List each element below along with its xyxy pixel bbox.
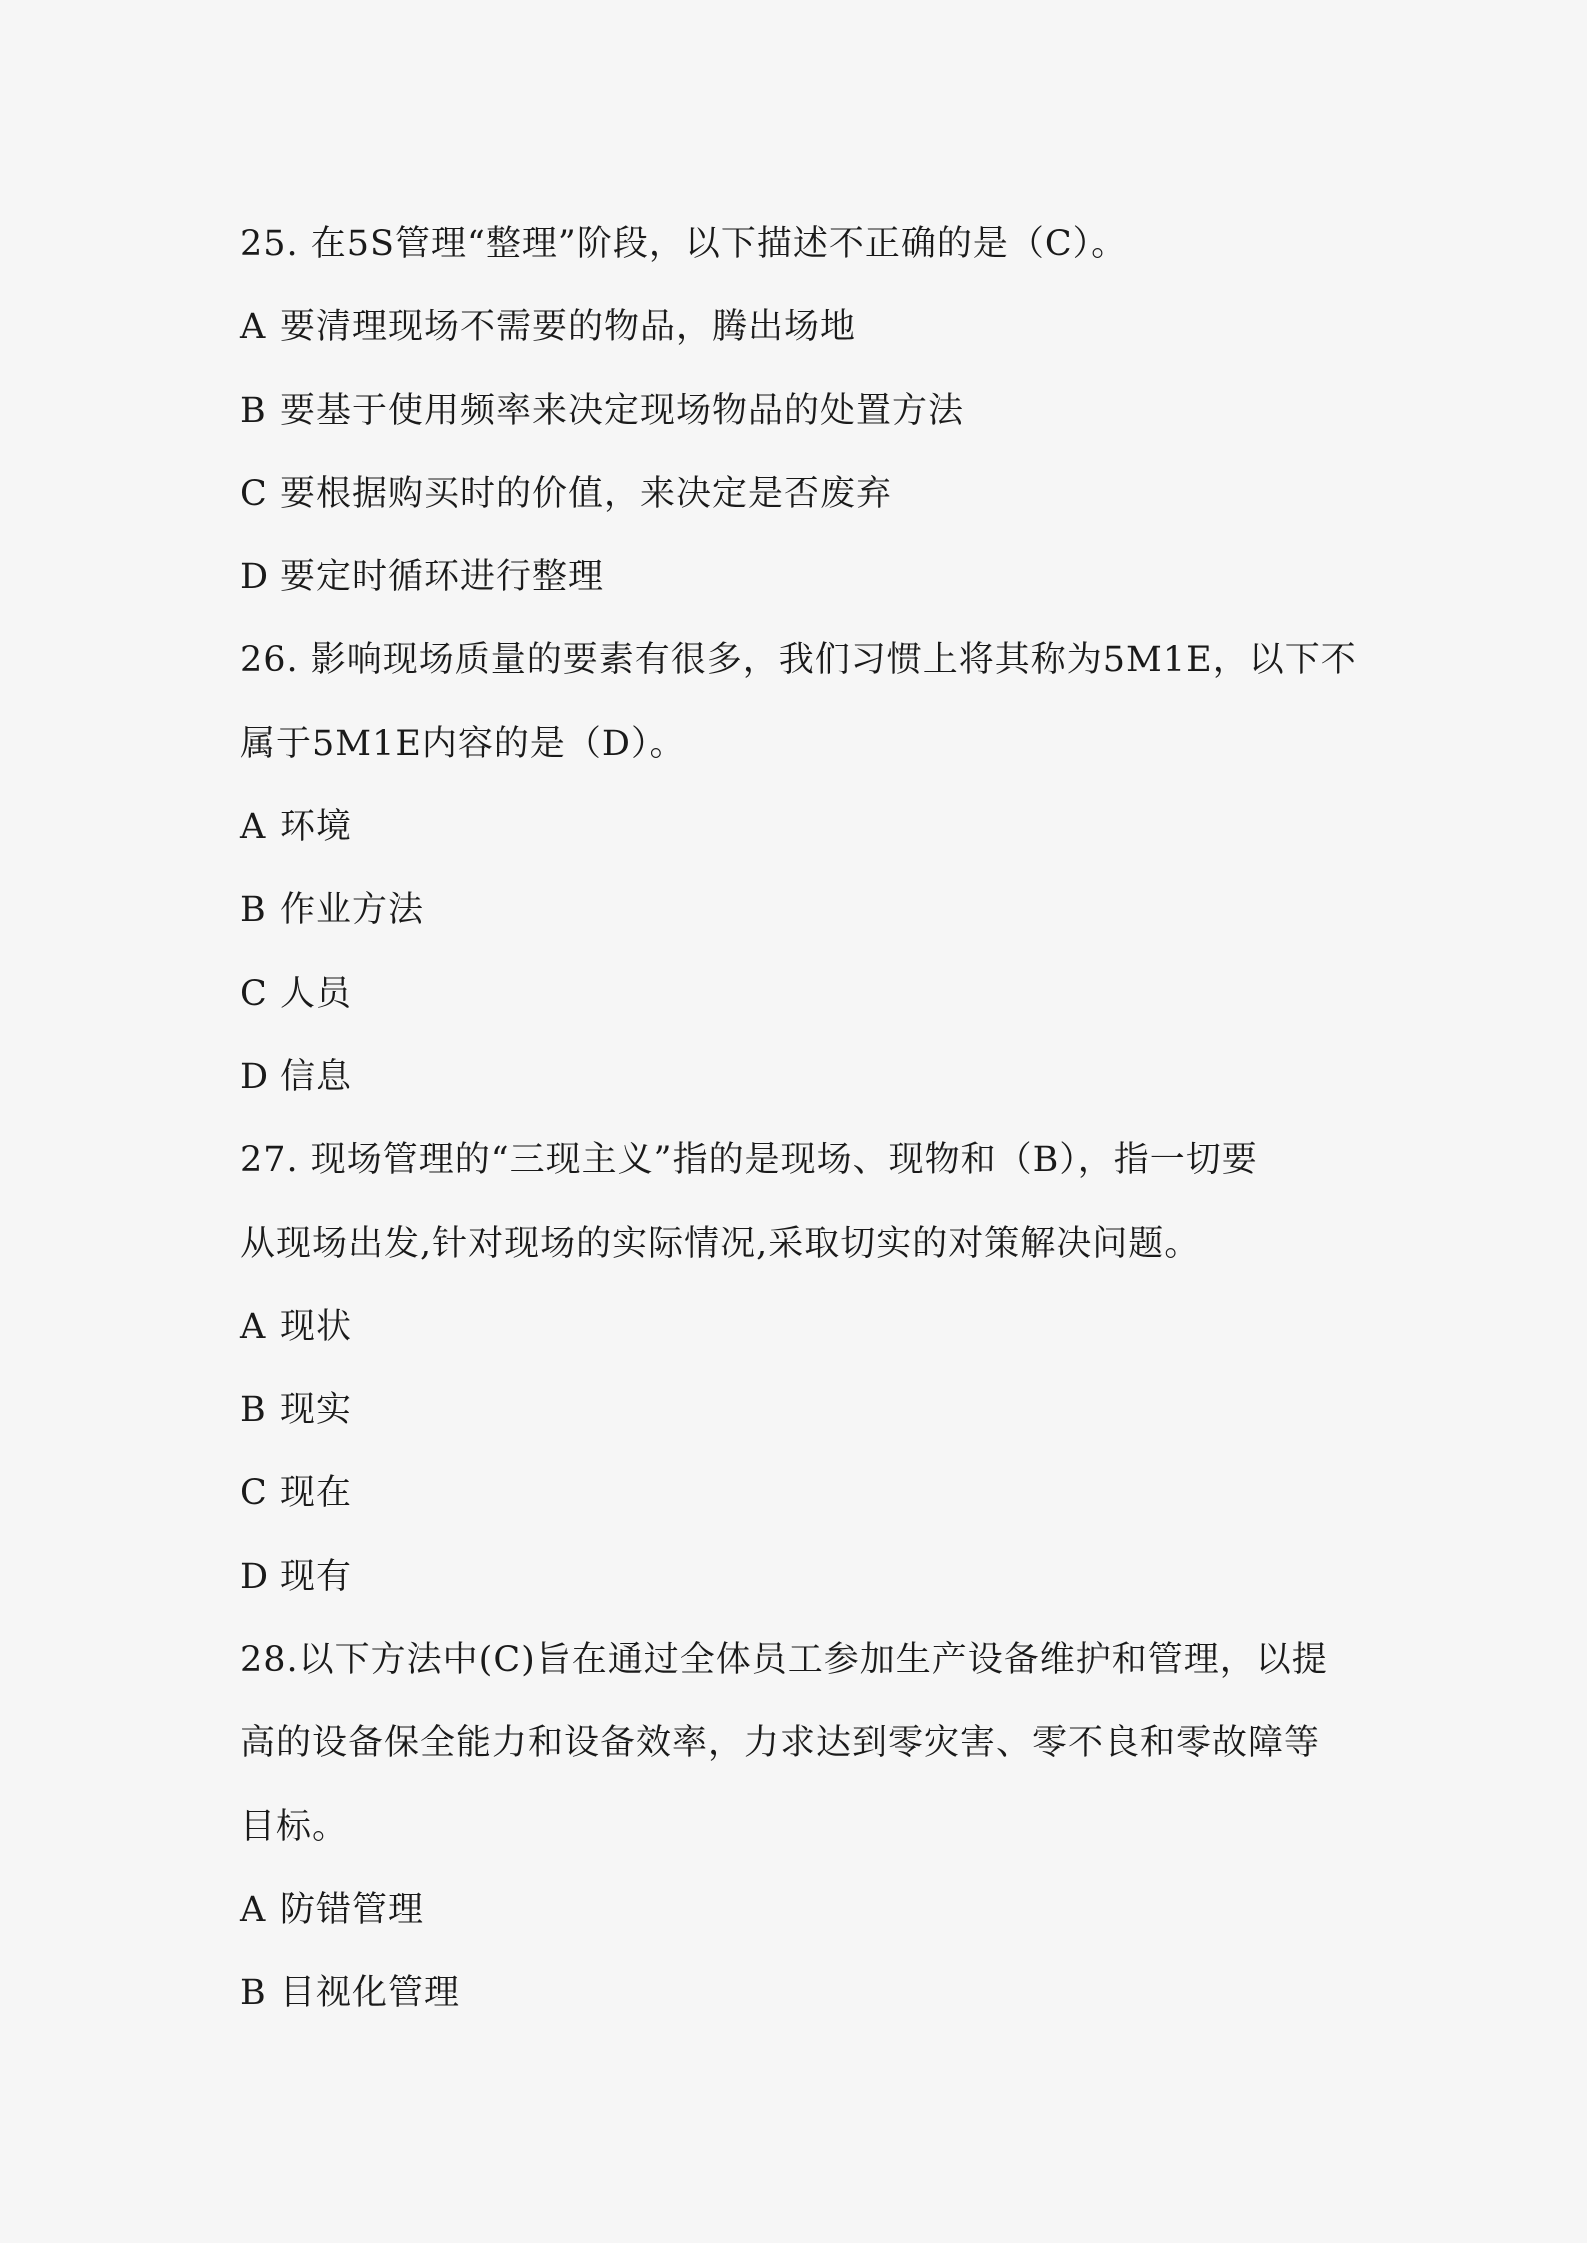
option-text: 现在 xyxy=(280,1473,353,1514)
question-28-option-a xyxy=(240,1869,1350,1952)
question-25-option-a xyxy=(240,286,1350,369)
option-text: 现状 xyxy=(280,1306,353,1347)
option-text: 人员 xyxy=(280,973,353,1014)
question-26-option-b xyxy=(240,869,1350,952)
option-letter: B xyxy=(240,1973,267,2014)
question-28-text-line-1: 28.以下方法中(C)旨在通过全体员工参加生产设备维护和管理，以提 xyxy=(240,1640,1328,1681)
option-letter: B xyxy=(240,1390,267,1431)
question-27-option-c xyxy=(240,1452,1350,1535)
option-letter: A xyxy=(240,807,267,848)
option-text: 要定时循环进行整理 xyxy=(280,557,605,598)
option-letter: C xyxy=(240,473,268,514)
option-text: 现实 xyxy=(280,1390,353,1431)
question-27-text-line-2: 从现场出发,针对现场的实际情况,采取切实的对策解决问题。 xyxy=(240,1223,1201,1264)
question-26-text-line-2: 属于5M1E内容的是（D）。 xyxy=(240,723,686,764)
question-27-option-b xyxy=(240,1369,1350,1452)
question-25-option-b xyxy=(240,370,1350,453)
option-letter: C xyxy=(240,973,268,1014)
option-text: 要基于使用频率来决定现场物品的处置方法 xyxy=(280,390,965,431)
option-text: 环境 xyxy=(280,807,353,848)
option-letter: D xyxy=(240,557,270,598)
document-page xyxy=(240,203,1357,2036)
question-27-option-a xyxy=(240,1286,1350,1369)
question-26-option-c xyxy=(240,953,1350,1036)
option-text: 作业方法 xyxy=(280,890,425,931)
option-letter: C xyxy=(240,1473,268,1514)
question-26-option-a xyxy=(240,786,1350,869)
question-27-option-d xyxy=(240,1536,1350,1619)
question-28-text-line-2: 高的设备保全能力和设备效率，力求达到零灾害、零不良和零故障等 xyxy=(240,1723,1321,1764)
option-letter: A xyxy=(240,307,267,348)
option-text: 要根据购买时的价值，来决定是否废弃 xyxy=(280,473,893,514)
option-text: 目视化管理 xyxy=(280,1973,461,2014)
option-letter: D xyxy=(240,1556,270,1597)
option-text: 信息 xyxy=(280,1056,353,1097)
question-27-text-line-1: 27. 现场管理的“三现主义”指的是现场、现物和（B），指一切要 xyxy=(240,1140,1258,1181)
option-letter: B xyxy=(240,390,267,431)
option-letter: D xyxy=(240,1056,270,1097)
question-28-option-b xyxy=(240,1952,1350,2035)
question-25-option-c xyxy=(240,453,1350,536)
question-28-text-line-3: 目标。 xyxy=(240,1806,349,1847)
option-letter: B xyxy=(240,890,267,931)
question-25-text: 25. 在5S管理“整理”阶段，以下描述不正确的是（C）。 xyxy=(240,224,1128,264)
option-text: 防错管理 xyxy=(280,1889,425,1930)
option-text: 要清理现场不需要的物品，腾出场地 xyxy=(280,307,857,348)
question-26-text-line-1: 26. 影响现场质量的要素有很多，我们习惯上将其称为5M1E，以下不 xyxy=(240,640,1357,681)
question-26-option-d xyxy=(240,1036,1350,1119)
option-letter: A xyxy=(240,1306,267,1347)
option-letter: A xyxy=(240,1889,267,1930)
question-25-option-d xyxy=(240,536,1350,619)
option-text: 现有 xyxy=(280,1556,353,1597)
